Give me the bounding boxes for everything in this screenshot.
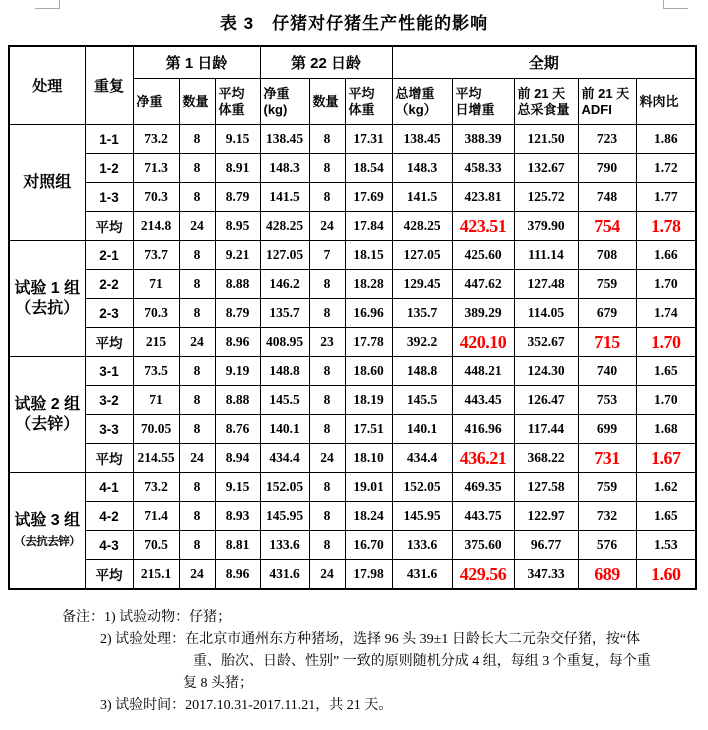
cell-netweight-d1: 71.4 xyxy=(133,502,179,531)
piglet-performance-table xyxy=(8,45,697,590)
cell-avg-daily-gain: 425.60 xyxy=(452,241,514,270)
cell-feed-conversion: 1.65 xyxy=(636,357,696,386)
repeat-cell: 4-2 xyxy=(85,502,133,531)
cell-adfi: 731 xyxy=(578,444,636,473)
repeat-cell: 1-2 xyxy=(85,154,133,183)
cell-feed-conversion: 1.62 xyxy=(636,473,696,502)
note-line: 3) 试验时间：2017.10.31-2017.11.21，共 21 天。 xyxy=(100,698,393,713)
cell-total-feed-intake: 127.58 xyxy=(514,473,578,502)
cell-avgweight-d22: 17.51 xyxy=(345,415,392,444)
cell-avg-daily-gain: 443.75 xyxy=(452,502,514,531)
cell-count-d1: 8 xyxy=(179,415,215,444)
cell-feed-conversion: 1.66 xyxy=(636,241,696,270)
cell-count-d1: 24 xyxy=(179,560,215,590)
col-group-day1: 第 1 日龄 xyxy=(133,46,260,79)
cell-total-gain: 127.05 xyxy=(392,241,452,270)
table-title: 表 3 仔猪对仔猪生产性能的影响 xyxy=(219,14,489,33)
group-label-subtitle: （去抗） xyxy=(15,299,80,317)
cell-adfi: 740 xyxy=(578,357,636,386)
cell-total-feed-intake: 126.47 xyxy=(514,386,578,415)
cell-netweight-d22: 152.05 xyxy=(260,473,309,502)
cell-total-gain: 431.6 xyxy=(392,560,452,590)
cell-count-d1: 8 xyxy=(179,241,215,270)
cell-avgweight-d1: 9.15 xyxy=(215,125,260,154)
cell-avg-daily-gain: 443.45 xyxy=(452,386,514,415)
repeat-cell: 4-3 xyxy=(85,531,133,560)
col-subheader-count-d1: 数量 xyxy=(179,79,215,125)
col-group-day22: 第 22 日龄 xyxy=(260,46,392,79)
cell-count-d1: 8 xyxy=(179,154,215,183)
cell-total-gain: 392.2 xyxy=(392,328,452,357)
cell-netweight-d1: 214.8 xyxy=(133,212,179,241)
cell-feed-conversion: 1.72 xyxy=(636,154,696,183)
cell-avgweight-d1: 8.88 xyxy=(215,270,260,299)
cell-avgweight-d1: 9.15 xyxy=(215,473,260,502)
cell-netweight-d1: 71 xyxy=(133,386,179,415)
cell-avgweight-d1: 8.88 xyxy=(215,386,260,415)
cell-netweight-d1: 70.3 xyxy=(133,183,179,212)
group-label: 试验 1 组 （去抗） xyxy=(9,241,85,357)
cell-netweight-d22: 434.4 xyxy=(260,444,309,473)
cell-count-d1: 24 xyxy=(179,328,215,357)
cell-netweight-d1: 214.55 xyxy=(133,444,179,473)
cell-count-d22: 8 xyxy=(309,270,345,299)
cell-netweight-d1: 71 xyxy=(133,270,179,299)
cell-total-feed-intake: 132.67 xyxy=(514,154,578,183)
cell-feed-conversion: 1.67 xyxy=(636,444,696,473)
cell-feed-conversion: 1.60 xyxy=(636,560,696,590)
cell-total-gain: 152.05 xyxy=(392,473,452,502)
cell-count-d22: 24 xyxy=(309,560,345,590)
cell-total-gain: 428.25 xyxy=(392,212,452,241)
cell-avg-daily-gain: 469.35 xyxy=(452,473,514,502)
cell-avgweight-d1: 8.79 xyxy=(215,183,260,212)
cell-netweight-d22: 127.05 xyxy=(260,241,309,270)
repeat-cell: 2-3 xyxy=(85,299,133,328)
cell-avgweight-d1: 8.93 xyxy=(215,502,260,531)
col-subheader-total-feed-intake: 前 21 天 总采食量 xyxy=(514,79,578,125)
cell-total-feed-intake: 127.48 xyxy=(514,270,578,299)
cell-adfi: 723 xyxy=(578,125,636,154)
repeat-cell: 平均 xyxy=(85,212,133,241)
cell-total-gain: 148.8 xyxy=(392,357,452,386)
cell-count-d22: 8 xyxy=(309,357,345,386)
group-label: 试验 2 组 （去锌） xyxy=(9,357,85,473)
cell-adfi: 759 xyxy=(578,270,636,299)
cell-total-gain: 129.45 xyxy=(392,270,452,299)
cell-avgweight-d1: 8.91 xyxy=(215,154,260,183)
cell-avgweight-d22: 17.69 xyxy=(345,183,392,212)
cell-avgweight-d22: 17.78 xyxy=(345,328,392,357)
cell-netweight-d22: 408.95 xyxy=(260,328,309,357)
cell-netweight-d1: 215 xyxy=(133,328,179,357)
note-line: 备注：1) 试验动物：仔猪； xyxy=(62,610,232,625)
cell-avgweight-d22: 17.84 xyxy=(345,212,392,241)
repeat-cell: 1-1 xyxy=(85,125,133,154)
cell-total-gain: 434.4 xyxy=(392,444,452,473)
cell-count-d22: 24 xyxy=(309,212,345,241)
cell-total-feed-intake: 352.67 xyxy=(514,328,578,357)
cell-count-d22: 8 xyxy=(309,299,345,328)
cell-total-feed-intake: 111.14 xyxy=(514,241,578,270)
repeat-cell: 3-2 xyxy=(85,386,133,415)
cell-netweight-d22: 138.45 xyxy=(260,125,309,154)
cell-total-gain: 133.6 xyxy=(392,531,452,560)
cell-feed-conversion: 1.74 xyxy=(636,299,696,328)
note-line: 重、胎次、日龄、性别” 一致的原则随机分成 4 组，每组 3 个重复，每个重 xyxy=(193,654,651,669)
cell-netweight-d1: 73.5 xyxy=(133,357,179,386)
cell-count-d1: 8 xyxy=(179,299,215,328)
cell-count-d22: 8 xyxy=(309,502,345,531)
cell-adfi: 748 xyxy=(578,183,636,212)
col-group-whole-period: 全期 xyxy=(392,46,696,79)
cell-netweight-d22: 145.95 xyxy=(260,502,309,531)
cell-netweight-d22: 148.8 xyxy=(260,357,309,386)
cell-feed-conversion: 1.53 xyxy=(636,531,696,560)
cell-avgweight-d22: 19.01 xyxy=(345,473,392,502)
cell-netweight-d22: 133.6 xyxy=(260,531,309,560)
repeat-cell: 平均 xyxy=(85,328,133,357)
cell-avg-daily-gain: 447.62 xyxy=(452,270,514,299)
col-subheader-adfi: 前 21 天 ADFI xyxy=(578,79,636,125)
col-subheader-total-gain: 总增重 （kg） xyxy=(392,79,452,125)
cell-avgweight-d22: 18.54 xyxy=(345,154,392,183)
cell-total-feed-intake: 368.22 xyxy=(514,444,578,473)
page-boundary-corner-left xyxy=(35,0,60,9)
cell-netweight-d1: 70.05 xyxy=(133,415,179,444)
cell-count-d1: 8 xyxy=(179,183,215,212)
cell-total-feed-intake: 124.30 xyxy=(514,357,578,386)
cell-adfi: 759 xyxy=(578,473,636,502)
cell-avgweight-d22: 18.19 xyxy=(345,386,392,415)
cell-netweight-d1: 70.3 xyxy=(133,299,179,328)
cell-count-d1: 8 xyxy=(179,502,215,531)
cell-total-gain: 145.95 xyxy=(392,502,452,531)
cell-avgweight-d22: 18.15 xyxy=(345,241,392,270)
cell-feed-conversion: 1.68 xyxy=(636,415,696,444)
cell-avgweight-d22: 16.96 xyxy=(345,299,392,328)
cell-total-feed-intake: 379.90 xyxy=(514,212,578,241)
repeat-cell: 3-1 xyxy=(85,357,133,386)
cell-avgweight-d22: 18.60 xyxy=(345,357,392,386)
cell-feed-conversion: 1.86 xyxy=(636,125,696,154)
cell-count-d22: 8 xyxy=(309,415,345,444)
cell-adfi: 708 xyxy=(578,241,636,270)
cell-total-feed-intake: 117.44 xyxy=(514,415,578,444)
cell-avgweight-d22: 18.28 xyxy=(345,270,392,299)
group-label: 试验 3 组 （去抗去锌） xyxy=(9,473,85,590)
cell-total-gain: 140.1 xyxy=(392,415,452,444)
cell-feed-conversion: 1.70 xyxy=(636,386,696,415)
cell-feed-conversion: 1.70 xyxy=(636,328,696,357)
cell-netweight-d22: 140.1 xyxy=(260,415,309,444)
cell-adfi: 715 xyxy=(578,328,636,357)
cell-avg-daily-gain: 458.33 xyxy=(452,154,514,183)
repeat-cell: 平均 xyxy=(85,444,133,473)
col-header-repeat: 重复 xyxy=(85,46,133,125)
cell-feed-conversion: 1.78 xyxy=(636,212,696,241)
cell-netweight-d22: 135.7 xyxy=(260,299,309,328)
cell-count-d22: 8 xyxy=(309,125,345,154)
cell-adfi: 732 xyxy=(578,502,636,531)
cell-avgweight-d1: 8.96 xyxy=(215,560,260,590)
cell-avgweight-d1: 8.81 xyxy=(215,531,260,560)
cell-total-gain: 148.3 xyxy=(392,154,452,183)
cell-netweight-d22: 146.2 xyxy=(260,270,309,299)
repeat-cell: 1-3 xyxy=(85,183,133,212)
cell-netweight-d22: 141.5 xyxy=(260,183,309,212)
cell-avgweight-d1: 9.19 xyxy=(215,357,260,386)
cell-total-gain: 138.45 xyxy=(392,125,452,154)
cell-adfi: 689 xyxy=(578,560,636,590)
repeat-cell: 2-1 xyxy=(85,241,133,270)
cell-avgweight-d1: 8.95 xyxy=(215,212,260,241)
col-subheader-feed-conversion: 料肉比 xyxy=(636,79,696,125)
cell-adfi: 754 xyxy=(578,212,636,241)
repeat-cell: 4-1 xyxy=(85,473,133,502)
cell-avg-daily-gain: 388.39 xyxy=(452,125,514,154)
cell-total-gain: 135.7 xyxy=(392,299,452,328)
group-label-subtitle: （去抗去锌） xyxy=(14,535,81,548)
cell-total-feed-intake: 114.05 xyxy=(514,299,578,328)
cell-count-d22: 8 xyxy=(309,531,345,560)
cell-netweight-d22: 145.5 xyxy=(260,386,309,415)
cell-feed-conversion: 1.70 xyxy=(636,270,696,299)
cell-avgweight-d22: 16.70 xyxy=(345,531,392,560)
cell-total-gain: 145.5 xyxy=(392,386,452,415)
cell-total-feed-intake: 121.50 xyxy=(514,125,578,154)
cell-adfi: 679 xyxy=(578,299,636,328)
cell-count-d22: 8 xyxy=(309,154,345,183)
cell-count-d1: 8 xyxy=(179,473,215,502)
cell-netweight-d22: 148.3 xyxy=(260,154,309,183)
cell-avg-daily-gain: 429.56 xyxy=(452,560,514,590)
cell-count-d1: 8 xyxy=(179,357,215,386)
cell-count-d1: 8 xyxy=(179,386,215,415)
cell-avgweight-d1: 8.79 xyxy=(215,299,260,328)
cell-count-d1: 8 xyxy=(179,270,215,299)
cell-avg-daily-gain: 448.21 xyxy=(452,357,514,386)
cell-avgweight-d1: 9.21 xyxy=(215,241,260,270)
cell-count-d22: 7 xyxy=(309,241,345,270)
cell-count-d22: 8 xyxy=(309,473,345,502)
cell-count-d22: 23 xyxy=(309,328,345,357)
cell-count-d22: 8 xyxy=(309,386,345,415)
cell-adfi: 699 xyxy=(578,415,636,444)
cell-avg-daily-gain: 420.10 xyxy=(452,328,514,357)
cell-total-feed-intake: 122.97 xyxy=(514,502,578,531)
cell-count-d1: 24 xyxy=(179,212,215,241)
col-subheader-netweight-d22: 净重 (kg) xyxy=(260,79,309,125)
cell-total-feed-intake: 347.33 xyxy=(514,560,578,590)
cell-count-d22: 8 xyxy=(309,183,345,212)
col-subheader-count-d22: 数量 xyxy=(309,79,345,125)
cell-count-d1: 24 xyxy=(179,444,215,473)
page-boundary-corner-right xyxy=(663,0,688,9)
repeat-cell: 平均 xyxy=(85,560,133,590)
cell-avgweight-d1: 8.96 xyxy=(215,328,260,357)
cell-adfi: 576 xyxy=(578,531,636,560)
cell-total-feed-intake: 96.77 xyxy=(514,531,578,560)
notes xyxy=(0,607,708,717)
col-subheader-avg-daily-gain: 平均 日增重 xyxy=(452,79,514,125)
cell-netweight-d1: 70.5 xyxy=(133,531,179,560)
cell-adfi: 753 xyxy=(578,386,636,415)
cell-avgweight-d22: 18.24 xyxy=(345,502,392,531)
cell-avg-daily-gain: 423.81 xyxy=(452,183,514,212)
cell-avgweight-d1: 8.94 xyxy=(215,444,260,473)
cell-avgweight-d22: 17.98 xyxy=(345,560,392,590)
cell-netweight-d1: 73.2 xyxy=(133,125,179,154)
note-line: 2) 试验处理：在北京市通州东方种猪场，选择 96 头 39±1 日龄长大二元杂交仔猪，按“体 xyxy=(100,632,641,647)
cell-count-d1: 8 xyxy=(179,125,215,154)
col-header-treatment: 处理 xyxy=(9,46,85,125)
cell-total-feed-intake: 125.72 xyxy=(514,183,578,212)
cell-count-d22: 24 xyxy=(309,444,345,473)
cell-avg-daily-gain: 436.21 xyxy=(452,444,514,473)
cell-netweight-d1: 73.7 xyxy=(133,241,179,270)
cell-avg-daily-gain: 375.60 xyxy=(452,531,514,560)
col-subheader-netweight-d1: 净重 xyxy=(133,79,179,125)
cell-avg-daily-gain: 389.29 xyxy=(452,299,514,328)
col-subheader-avgweight-d22: 平均 体重 xyxy=(345,79,392,125)
cell-netweight-d1: 73.2 xyxy=(133,473,179,502)
group-label-subtitle: （去锌） xyxy=(15,415,80,433)
cell-total-gain: 141.5 xyxy=(392,183,452,212)
group-label: 对照组 xyxy=(9,125,85,241)
cell-avg-daily-gain: 416.96 xyxy=(452,415,514,444)
cell-count-d1: 8 xyxy=(179,531,215,560)
repeat-cell: 3-3 xyxy=(85,415,133,444)
cell-netweight-d1: 71.3 xyxy=(133,154,179,183)
cell-netweight-d1: 215.1 xyxy=(133,560,179,590)
cell-avgweight-d22: 17.31 xyxy=(345,125,392,154)
cell-feed-conversion: 1.65 xyxy=(636,502,696,531)
note-line: 复 8 头猪； xyxy=(183,676,253,691)
cell-netweight-d22: 428.25 xyxy=(260,212,309,241)
repeat-cell: 2-2 xyxy=(85,270,133,299)
cell-avg-daily-gain: 423.51 xyxy=(452,212,514,241)
col-subheader-avgweight-d1: 平均 体重 xyxy=(215,79,260,125)
cell-avgweight-d1: 8.76 xyxy=(215,415,260,444)
cell-avgweight-d22: 18.10 xyxy=(345,444,392,473)
cell-netweight-d22: 431.6 xyxy=(260,560,309,590)
cell-feed-conversion: 1.77 xyxy=(636,183,696,212)
cell-adfi: 790 xyxy=(578,154,636,183)
